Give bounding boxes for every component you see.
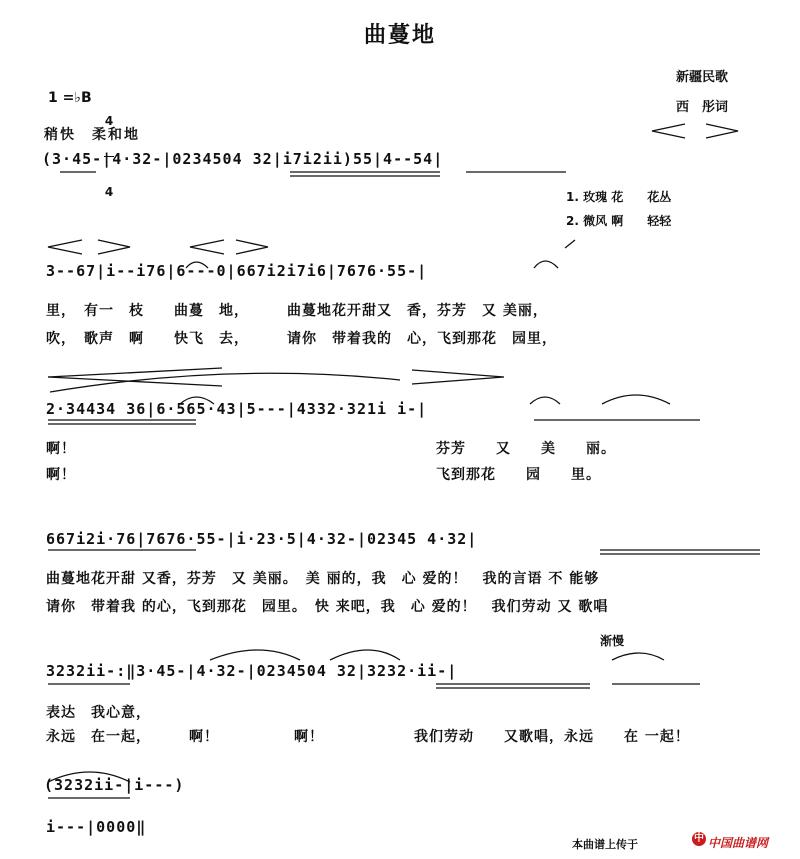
origin-credit: 新疆民歌 [676, 70, 729, 85]
slur [48, 772, 130, 782]
site-name[interactable]: 中国曲谱网 [708, 836, 769, 850]
system-5-lyric-verse-2: 永远 在一起， 啊！ 啊！ 我们劳动 又歌唱，永远 在 一起！ [46, 729, 690, 745]
system-4-lyric-verse-2: 请你 带着我 的心，飞到那花 园里。 快 来吧，我 心 爱的！ 我们劳动 又 歌唱 [46, 599, 609, 615]
system-1-notes: (3·45-|4·32-|0234504 32|i7i2ii)55|4--54| [42, 150, 444, 168]
long-phrase-slur [50, 373, 400, 392]
decrescendo-hairpin [412, 370, 504, 384]
slur [180, 397, 214, 404]
site-logo-icon: 中 [694, 833, 704, 844]
system-5-notes: 3232ii-:‖3·45-|4·32-|0234504 32|3232·ii-| [46, 662, 458, 680]
key-signature: 1 =♭B [48, 90, 92, 106]
accent-mark [565, 240, 575, 248]
tempo-marking: 稍快 柔和地 [44, 127, 140, 143]
system-3-lyric-verse-1: 啊！ 芬芳 又 美 丽。 [46, 441, 616, 457]
crescendo-hairpin [48, 240, 82, 254]
score-title: 曲蔓地 [363, 23, 436, 48]
system-1-lyric-verse-1: 1. 玫瑰 花 花丛 [566, 190, 672, 204]
slur [602, 395, 670, 404]
crescendo-hairpin [190, 240, 224, 254]
long-crescendo-lower [48, 377, 222, 386]
system-3-lyric-verse-2: 啊！ 飞到那花 园 里。 [46, 467, 601, 483]
crescendo-hairpin [652, 124, 685, 138]
system-1-lyric-verse-2: 2. 微风 啊 轻轻 [566, 214, 672, 228]
system-2-lyric-verse-2: 吹， 歌声 啊 快飞 去， 请你 带着我的 心，飞到那花 园里， [46, 331, 557, 347]
slur [530, 397, 560, 404]
system-2-lyric-verse-1: 里， 有一 枝 曲蔓 地， 曲蔓地花开甜又 香，芬芳 又 美丽， [46, 303, 548, 319]
slur [534, 261, 558, 268]
upload-note: 本曲谱上传于 [572, 838, 638, 851]
time-signature-top: 4 [104, 114, 114, 128]
slur [330, 650, 400, 660]
system-6-notes: (3232ii-|i---) [44, 776, 185, 794]
slur [186, 262, 208, 268]
system-5-lyric-verse-1: 表达 我心意， [46, 705, 151, 721]
slur [612, 653, 664, 660]
ritardando-marking: 渐慢 [600, 634, 625, 648]
decrescendo-hairpin [706, 124, 738, 138]
time-signature-bottom: 4 [104, 185, 114, 199]
system-3-notes: 2·34434 36|6·565·43|5---|4332·321i i-| [46, 400, 428, 418]
system-4-notes: 667i2i·76|7676·55-|i·23·5|4·32-|02345 4·32| [46, 530, 478, 548]
system-4-lyric-verse-1: 曲蔓地花开甜 又香，芬芳 又 美丽。 美 丽的，我 心 爱的！ 我的言语 不 能够 [46, 571, 600, 587]
slur [210, 650, 300, 660]
lyricist-credit: 西 彤词 [676, 100, 729, 115]
decrescendo-hairpin [98, 240, 130, 254]
decrescendo-hairpin [236, 240, 268, 254]
system-2-notes: 3--67|i--i76|6---0|667i2i7i6|7676·55-| [46, 262, 428, 280]
system-6-lower-notes: i---|0000‖ [46, 818, 147, 836]
